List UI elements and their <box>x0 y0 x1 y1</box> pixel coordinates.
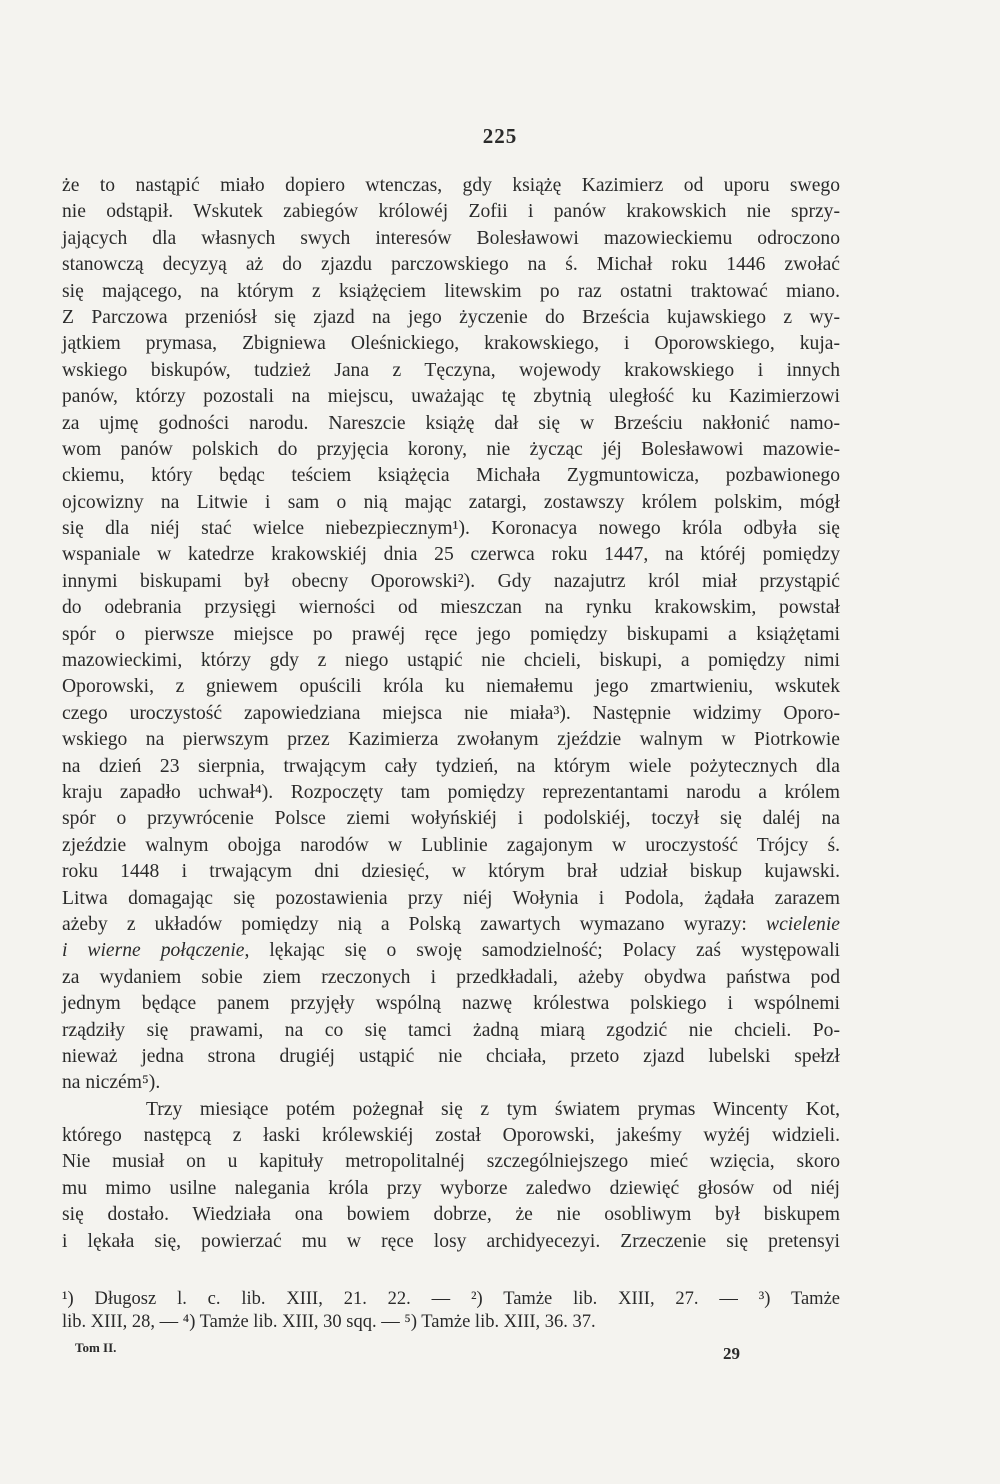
footnotes <box>62 1288 840 1334</box>
text-line: rządziły się prawami, na co się tamci żadną miarą zgodzić nie chcieli. Po- <box>62 1019 840 1041</box>
text-line: innymi biskupami był obecny Oporowski²). Gdy nazajutrz król miał przystąpić <box>62 570 840 592</box>
text-line: zjeździe walnym obojga narodów w Lublinie zagajonym w uroczystość Trójcy ś. <box>62 834 840 856</box>
text-line: za wydaniem sobie ziem rzeczonych i przedkładali, ażeby obydwa państwa pod <box>62 966 840 988</box>
text-line: Oporowski, z gniewem opuścili króla ku niemałemu jego zmartwieniu, wskutek <box>62 676 840 698</box>
text-line: nieważ jedna strona drugiéj ustąpić nie chciała, przeto zjazd lubelski spełzł <box>62 1045 840 1067</box>
page-number: 225 <box>482 124 518 148</box>
text-line: nie odstąpił. Wskutek zabiegów królowéj Zofii i panów krakowskich nie sprzy- <box>62 201 840 223</box>
text-line: wskiego biskupów, tudzież Jana z Tęczyna, wojewody krakowskiego i innych <box>62 359 840 381</box>
text-line: Litwa domagając się pozostawienia przy niéj Wołynia i Podola, żądała zarazem <box>62 887 840 909</box>
text-line: jątkiem prymasa, Zbigniewa Oleśnickiego, krakowskiego, i Oporowskiego, kuja- <box>62 333 840 355</box>
text-line: ażeby z układów pomiędzy nią a Polską zawartych wymazano wyrazy: wcielenie <box>62 913 840 935</box>
text-line: wskiego na pierwszym przez Kazimierza zwołanym zjeździe walnym w Piotrkowie <box>62 729 840 751</box>
text-line: na niczém⁵). <box>62 1072 161 1094</box>
text-line: ckiemu, który będąc teściem książęcia Michała Zygmuntowicza, pozbawionego <box>62 465 840 487</box>
text-line: wom panów polskich do przyjęcia korony, nie życząc jéj Bolesławowi mazowie- <box>62 438 840 460</box>
text-line: na dzień 23 sierpnia, trwającym cały tydzień, na którym wiele pożytecznych dla <box>62 755 840 777</box>
volume-label: Tom II. <box>75 1340 117 1355</box>
text-line: Nie musiał on u kapituły metropolitalnéj szczególniejszego mieć wzięcia, skoro <box>62 1151 840 1173</box>
text-line: spór o przywrócenie Polsce ziemi wołyńskiéj i podolskiéj, toczył się daléj na <box>62 808 840 830</box>
body-text <box>62 173 840 1255</box>
text-line: jednym będące panem przyjęły wspólną nazwę królestwa polskiego i wspólnemi <box>62 993 840 1015</box>
text-line: ojcowizny na Litwie i sam o nią mając zatargi, zostawszy królem polskim, mógł <box>62 491 840 513</box>
text-line: wspaniale w katedrze krakowskiéj dnia 25 czerwca roku 1447, na któréj pomiędzy <box>62 544 840 566</box>
text-line: za ujmę godności narodu. Nareszcie książę dał się w Brześciu nakłonić namo- <box>62 412 840 434</box>
text-line: się mającego, na którym z książęciem litewskim po raz ostatni traktować miano. <box>62 280 840 302</box>
text-line: panów, którzy pozostali na miejscu, uważając tę zbytnią uległość ku Kazimierzowi <box>62 386 840 408</box>
text-line: jających dla własnych swych interesów Bolesławowi mazowieckiemu odroczono <box>62 227 840 249</box>
text-line: roku 1448 i trwającym dni dziesięć, w którym brał udział biskup kujawski. <box>62 861 840 883</box>
text-line: stanowczą decyzyą aż do zjazdu parczowskiego na ś. Michał roku 1446 zwołać <box>62 254 840 276</box>
text-line: i wierne połączenie, lękając się o swoję samodzielność; Polacy zaś występowali <box>62 940 840 962</box>
text-line: spór o pierwsze miejsce po prawéj ręce jego pomiędzy biskupami a książętami <box>62 623 840 645</box>
page-footer <box>75 1338 740 1368</box>
text-line: się dostało. Wiedziała ona bowiem dobrze, że nie osobliwym był biskupem <box>62 1204 840 1226</box>
text-line: czego uroczystość zapowiedziana miejsca nie miała³). Następnie widzimy Oporo- <box>62 702 840 724</box>
text-line: i lękała się, powierzać mu w ręce losy archidyecezyi. Zrzeczenie się pretensyi <box>62 1230 840 1252</box>
text-line: że to nastąpić miało dopiero wtenczas, gdy książę Kazimierz od uporu swego <box>62 175 840 196</box>
text-line: mu mimo usilne nalegania króla przy wyborze zaledwo dziewięć głosów od niéj <box>62 1177 840 1199</box>
text-line: Z Parczowa przeniósł się zjazd na jego życzenie do Brześcia kujawskiego z wy- <box>62 306 840 328</box>
footnote-line: ¹) Długosz l. c. lib. XIII, 21. 22. — ²) Tamże lib. XIII, 27. — ³) Tamże <box>62 1289 840 1309</box>
text-line: do odebrania przysięgi wierności od mieszczan na rynku krakowskim, powstał <box>62 597 840 619</box>
printer-signature: 29 <box>723 1344 740 1363</box>
footnote-line: lib. XIII, 28, — ⁴) Tamże lib. XIII, 30 sqq. — ⁵) Tamże lib. XIII, 36. 37. <box>62 1312 596 1332</box>
text-line: którego następcą z łaski królewskiéj został Oporowski, jakeśmy wyżéj widzieli. <box>62 1125 840 1147</box>
text-line: mazowieckimi, którzy gdy z niego ustąpić nie chcieli, biskupi, a pomiędzy nimi <box>62 650 840 672</box>
text-line: Trzy miesiące potém pożegnał się z tym światem prymas Wincenty Kot, <box>146 1098 840 1120</box>
text-line: się dla niéj stać wielce niebezpiecznym¹). Koronacya nowego króla odbyła się <box>62 518 840 540</box>
text-line: kraju zapadło uchwał⁴). Rozpoczęty tam pomiędzy reprezentantami narodu a królem <box>62 781 840 803</box>
